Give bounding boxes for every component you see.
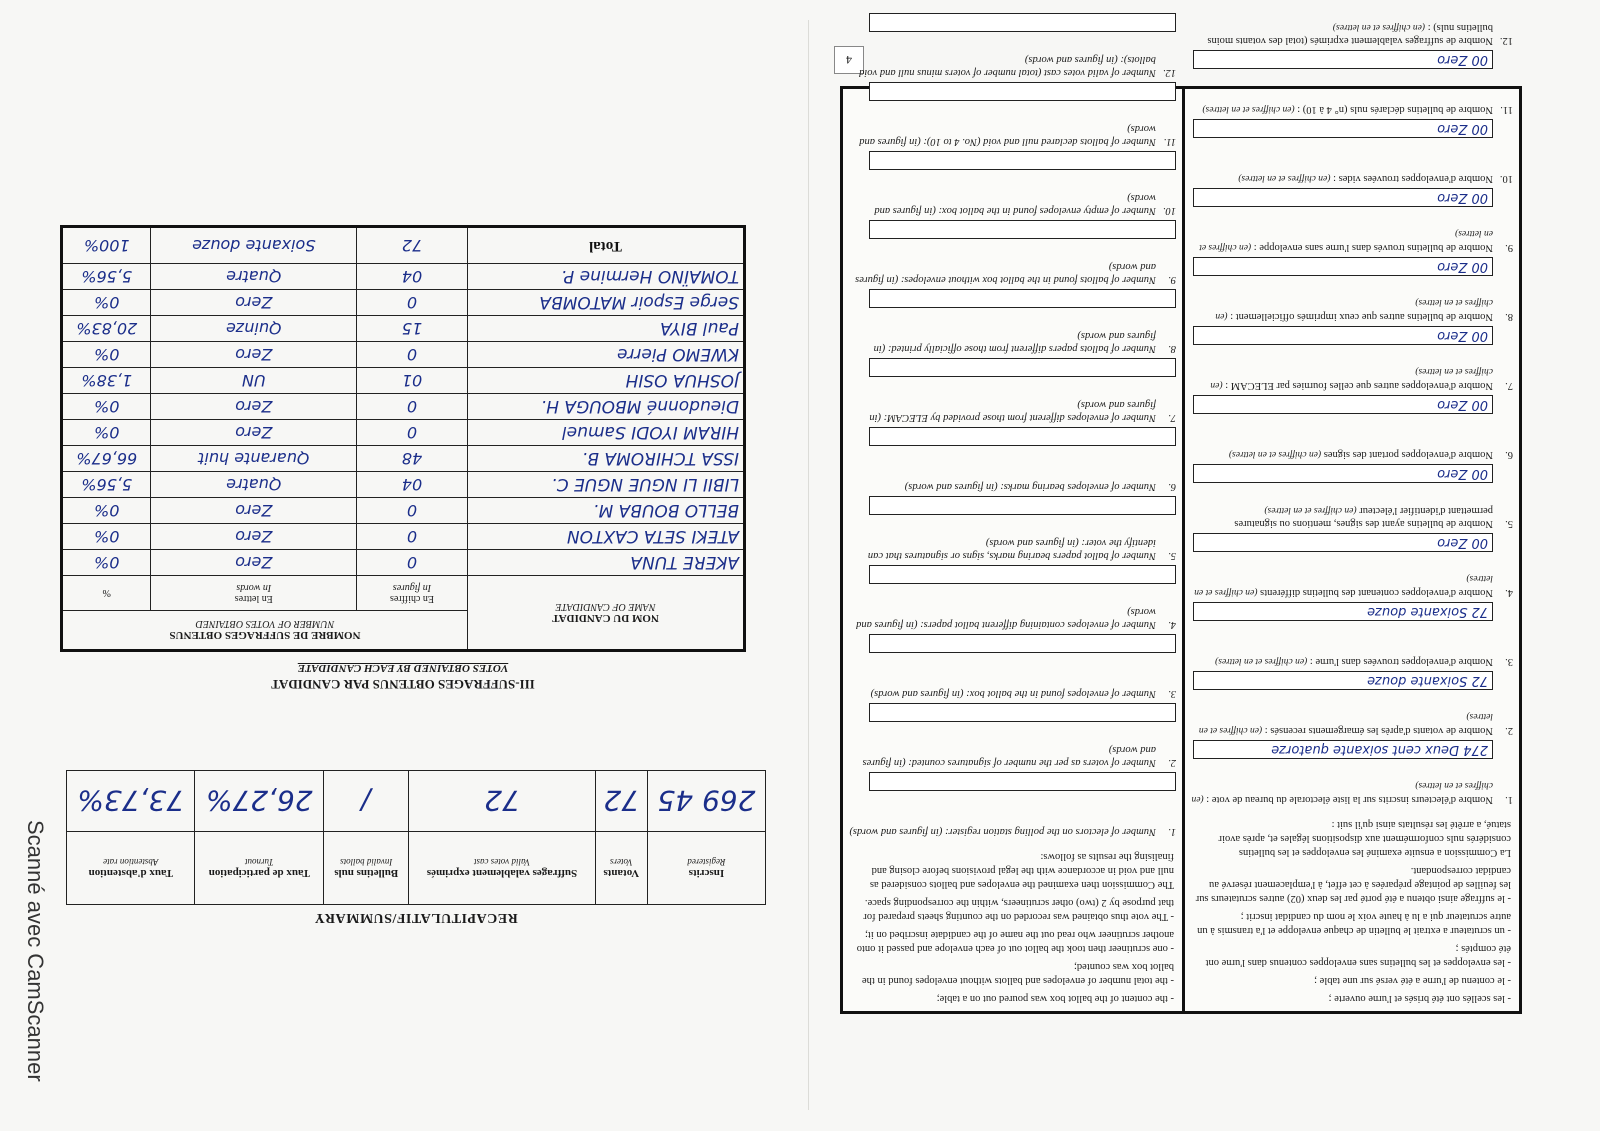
question-label: Nombre de bulletins autres que ceux imprimés officiellement : <box>1230 311 1493 322</box>
question-number: 12. <box>1162 67 1176 78</box>
summary-header-row <box>67 832 766 905</box>
summary-value-row <box>67 771 766 832</box>
question-label: Nombre d'enveloppes trouvées dans l'urne : <box>1309 656 1493 667</box>
question-number: 7. <box>1505 380 1513 391</box>
candidate-name: KWEMO Pierre <box>467 342 744 368</box>
fr-question <box>1185 762 1519 809</box>
question-number: 1. <box>1505 794 1513 805</box>
vote-percent: 5,56% <box>62 472 152 498</box>
candidate-name: ISSA TCHIROMA B. <box>467 446 744 472</box>
votes-in-figures: 04 <box>357 472 468 498</box>
votes-in-figures: 48 <box>357 446 468 472</box>
question-label: Number of envelopes found in the ballot box: <box>966 688 1156 699</box>
question-text <box>1191 503 1493 530</box>
votes-in-words: Zero <box>151 394 357 420</box>
en-question <box>843 173 1182 220</box>
votes-in-words: Zero <box>151 550 357 576</box>
question-number: 10. <box>1499 173 1513 184</box>
question-number: 11. <box>1500 104 1513 115</box>
french-column <box>1182 22 1519 1011</box>
fr-intro-paragraph: La Commission a ensuite examiné les enveloppes et les bulletins considérés nuls conformément aux dispositions légales et, après avoir statué, a arrêté les résultats ainsi qu'il suit : <box>1218 819 1511 858</box>
question-label: Nombre de votants d'après les émargements recensés : <box>1264 725 1493 736</box>
candidate-name: LIBII LI NGUE NGUE C. <box>467 472 744 498</box>
answer-box-empty <box>869 220 1176 239</box>
en-intro-paragraph: - the total number of envelopes and ballots without envelopes found in the ballot box was counted; <box>861 961 1174 986</box>
summary-title: RECAPITULATIF/SUMMARY <box>314 910 518 925</box>
votes-in-words: Quinze <box>151 316 357 342</box>
question-hint: (in figures and words) <box>869 399 1156 423</box>
votes-in-words: Quatre <box>151 264 357 290</box>
question-label: Nombre de suffrages valablement exprimés (total des votants moins bulletins nuls) : <box>1207 22 1493 46</box>
question-label: Number of envelopes bearing marks: <box>1000 481 1156 492</box>
candidate-row <box>62 316 745 342</box>
votes-in-words: Zero <box>151 498 357 524</box>
question-text <box>849 743 1156 769</box>
fr-question <box>1185 3 1519 50</box>
question-number: 8. <box>1168 343 1176 354</box>
question-text <box>1191 226 1493 254</box>
candidate-name: HIRAM IYODI Samuel <box>467 420 744 446</box>
question-label: Nombre d'enveloppes portant des signes <box>1323 449 1493 460</box>
question-text <box>849 191 1156 217</box>
candidate-name: Serge Espoir MATOMBA <box>467 290 744 316</box>
votes-in-words: UN <box>151 368 357 394</box>
question-hint: (en chiffres et en lettres) <box>1238 173 1331 183</box>
question-number: 6. <box>1505 449 1513 460</box>
question-hint: (en chiffres et en lettres) <box>1210 366 1493 390</box>
question-label: Nombre d'enveloppes autres que celles fournies par ELECAM : <box>1225 380 1493 391</box>
fr-intro-paragraph: - le suffrage ainsi obtenu a été porté par les deux (02) autres scrutateurs sur les feuilles de pointage préparées à cet effet, à l'emplacement réservé au candidat correspondant. <box>1195 865 1511 904</box>
question-hint: (in figures and words) <box>874 192 1156 216</box>
question-hint: (in figures and words) <box>849 826 943 837</box>
header-percent: % <box>62 576 152 611</box>
candidate-row <box>62 498 745 524</box>
votes-in-figures: 0 <box>357 550 468 576</box>
fr-question <box>1185 348 1519 395</box>
vote-percent: 0% <box>62 498 152 524</box>
answer-box: 00 Zero <box>1193 326 1493 345</box>
fr-intro-paragraph: - le contenu de l'urne a été versé sur une table ; <box>1314 975 1511 986</box>
votes-in-words: Quarante huit <box>151 446 357 472</box>
french-items <box>1185 0 1519 809</box>
answer-box: 00 Zero <box>1193 188 1493 207</box>
question-number: 5. <box>1168 550 1176 561</box>
votes-in-figures: 01 <box>357 368 468 394</box>
question-text <box>849 825 1156 838</box>
candidate-name: Dieudonné MBOUGA H. <box>467 394 744 420</box>
question-number: 10. <box>1162 205 1176 216</box>
question-text <box>849 53 1156 79</box>
question-label: Nombre d'enveloppes contenant des bulletins différents <box>1260 587 1493 598</box>
vote-percent: 0% <box>62 524 152 550</box>
vote-percent: 0% <box>62 420 152 446</box>
vote-percent: 20,83% <box>62 316 152 342</box>
en-question <box>843 35 1182 82</box>
question-hint: (en chiffres et en lettres) <box>1194 573 1493 597</box>
en-question <box>843 449 1182 496</box>
question-number: 11. <box>1163 136 1176 147</box>
question-label: Nombre d'électeurs inscrits sur la liste électorale du bureau de vote : <box>1206 794 1493 805</box>
candidate-row <box>62 420 745 446</box>
answer-box: 274 Deux cent soixante quatorze <box>1193 740 1493 759</box>
answer-box-empty <box>869 13 1176 32</box>
en-question <box>843 656 1182 703</box>
votes-in-words: Zero <box>151 342 357 368</box>
question-hint: (en chiffres et en lettres) <box>1215 656 1308 666</box>
question-hint: (in figures and words) <box>985 537 1079 548</box>
candidate-name: TOMAÏNO Hermine P. <box>467 264 744 290</box>
answer-box-empty <box>869 772 1176 791</box>
summary-invalid-value: / <box>324 771 409 832</box>
votes-in-figures: 0 <box>357 420 468 446</box>
question-hint: (in figures and words) <box>1024 54 1118 65</box>
question-label: Nombre de bulletins trouvés dans l'urne sans enveloppe : <box>1253 242 1493 253</box>
fr-intro-paragraph: - les enveloppes et les bulletins sans enveloppes contenus dans l'urne ont été comptés ; <box>1205 943 1511 968</box>
page-number: 4 <box>846 53 852 67</box>
votes-in-figures: 0 <box>357 524 468 550</box>
candidate-row <box>62 472 745 498</box>
question-text <box>1191 778 1493 806</box>
question-hint: (en chiffres et en lettres) <box>1191 780 1493 804</box>
votes-in-figures: 0 <box>357 498 468 524</box>
candidate-name: Paul BIYA <box>467 316 744 342</box>
question-number: 3. <box>1168 688 1176 699</box>
summary-header-voters: Votants Voters <box>595 832 647 905</box>
question-label: Number of voters as per the number of signatures counted: <box>908 757 1156 768</box>
votes-in-figures: 15 <box>357 316 468 342</box>
question-number: 9. <box>1168 274 1176 285</box>
camscanner-watermark: Scanné avec CamScanner <box>23 820 48 1082</box>
summary-block <box>66 755 766 925</box>
votes-in-figures: 04 <box>357 264 468 290</box>
answer-box: 72 Soixante douze <box>1193 671 1493 690</box>
votes-in-figures: 0 <box>357 342 468 368</box>
question-text <box>1191 447 1493 461</box>
question-label: Number of envelopes containing different ballot papers: <box>920 619 1156 630</box>
candidate-rows <box>62 264 745 576</box>
answer-box-empty <box>869 496 1176 515</box>
en-question <box>843 794 1182 841</box>
vote-percent: 0% <box>62 550 152 576</box>
question-hint: (in figures and words) <box>904 481 998 492</box>
en-question <box>843 725 1182 772</box>
answer-box: 00 Zero <box>1193 395 1493 414</box>
total-figures: 72 <box>357 227 468 264</box>
fr-question <box>1185 624 1519 671</box>
question-number: 12. <box>1499 35 1513 46</box>
summary-header-invalid: Bulletins nuls Invalid ballots <box>324 832 409 905</box>
summary-turnout-value: 26,27% <box>195 771 324 832</box>
question-text <box>1191 20 1493 47</box>
question-label: Nombre de bulletins ayant des signes, mentions ou signatures permettant d'identifier l'électeur <box>1234 505 1493 529</box>
question-number: 2. <box>1168 757 1176 768</box>
question-label: Number of valid votes cast (total number of voters minus null and void ballots): <box>859 54 1156 78</box>
fr-question <box>1185 141 1519 188</box>
fr-question <box>1185 210 1519 257</box>
vote-percent: 5,56% <box>62 264 152 290</box>
candidate-row <box>62 394 745 420</box>
question-text <box>1191 364 1493 392</box>
question-label: Number of ballots declared null and void (No. 4 to 10): <box>923 136 1156 147</box>
en-question <box>843 587 1182 634</box>
en-intro-paragraph: - The vote thus obtained was recorded on the counting sheets prepared for that purpose by 2 (two) other scrutineers, within the corresponding space. <box>863 897 1174 922</box>
question-label: Nombre de bulletins déclarés nuls (n° 4 à 10) : <box>1297 104 1493 115</box>
candidate-name: ATEKI SETA CAXTON <box>467 524 744 550</box>
candidate-row <box>62 368 745 394</box>
results-table <box>60 225 746 652</box>
candidate-row <box>62 524 745 550</box>
summary-valid-value: 72 <box>409 771 595 832</box>
question-hint: (in figures and words) <box>859 123 1156 147</box>
answer-box-empty <box>869 358 1176 377</box>
question-text <box>1191 654 1493 668</box>
question-text <box>1191 709 1493 737</box>
question-text <box>849 122 1156 148</box>
summary-header-registered: Inscrits Registered <box>647 832 765 905</box>
votes-in-figures: 0 <box>357 394 468 420</box>
answer-box-empty <box>869 634 1176 653</box>
vote-percent: 0% <box>62 342 152 368</box>
question-hint: (en chiffres et en lettres) <box>1228 449 1322 459</box>
question-label: Number of empty envelopes found in the ballot box: <box>938 205 1156 216</box>
en-question <box>843 104 1182 151</box>
votes-in-words: Zero <box>151 290 357 316</box>
answer-box: 00 Zero <box>1193 464 1493 483</box>
candidate-row <box>62 550 745 576</box>
question-text <box>1191 102 1493 116</box>
candidate-name: BELLO BOUBA M. <box>467 498 744 524</box>
question-label: Number of ballots papers different from those officially printed: <box>887 343 1156 354</box>
summary-header-abstention: Taux d'abstention Abstention rate <box>67 832 195 905</box>
question-hint: (en chiffres et en lettres) <box>1264 505 1357 515</box>
question-number: 2. <box>1505 725 1513 736</box>
question-hint: (en chiffres et en lettres) <box>1332 22 1426 32</box>
question-number: 5. <box>1505 518 1513 529</box>
question-text <box>849 329 1156 355</box>
summary-voters-value: 72 <box>595 771 647 832</box>
candidate-row <box>62 342 745 368</box>
header-figures: En chiffres In figures <box>357 576 468 611</box>
answer-box-empty <box>869 703 1176 722</box>
answer-box: 00 Zero <box>1193 50 1493 69</box>
vote-percent: 0% <box>62 290 152 316</box>
question-hint: (en chiffres et en lettres) <box>1202 104 1295 114</box>
results-block <box>60 182 746 692</box>
form-page <box>840 22 1522 1014</box>
summary-header-turnout: Taux de participation Turnout <box>195 832 324 905</box>
question-text <box>849 687 1156 700</box>
fr-question <box>1185 486 1519 533</box>
summary-header-valid: Suffrages valablement exprimés Valid votes cast <box>409 832 595 905</box>
answer-box-empty <box>869 565 1176 584</box>
english-intro <box>843 841 1182 1011</box>
question-text <box>849 480 1156 493</box>
french-intro <box>1185 809 1519 1011</box>
question-text <box>849 398 1156 424</box>
question-text <box>1191 295 1493 323</box>
en-question <box>843 518 1182 565</box>
vote-percent: 66,67% <box>62 446 152 472</box>
fr-question <box>1185 279 1519 326</box>
summary-registered-value: 269 45 <box>647 771 765 832</box>
question-hint: (in figures and words) <box>855 261 1156 285</box>
answer-box: 00 Zero <box>1193 119 1493 138</box>
total-row <box>62 227 745 264</box>
en-intro-paragraph: The Commission then examined the envelopes and ballots considered as null and void in accordance with the legal provisions before closing and finalising the results as follows: <box>869 851 1174 890</box>
en-question <box>843 380 1182 427</box>
en-question <box>843 311 1182 358</box>
votes-in-words: Quatre <box>151 472 357 498</box>
total-label: Total <box>467 227 744 264</box>
summary-table <box>66 770 766 905</box>
votes-in-figures: 0 <box>357 290 468 316</box>
answer-box: 00 Zero <box>1193 533 1493 552</box>
question-number: 4. <box>1168 619 1176 630</box>
question-number: 9. <box>1505 242 1513 253</box>
en-question <box>843 242 1182 289</box>
results-subtitle: VOTES OBTAINED BY EACH CANDIDATE <box>297 662 509 674</box>
total-words: Soixante douze <box>151 227 357 264</box>
question-hint: (en chiffres et en lettres) <box>1198 711 1493 735</box>
question-text <box>1191 571 1493 599</box>
question-text <box>849 260 1156 286</box>
votes-in-words: Zero <box>151 524 357 550</box>
question-number: 7. <box>1168 412 1176 423</box>
vote-percent: 1,38% <box>62 368 152 394</box>
en-intro-paragraph: - the content of the ballot box was poured out on a table; <box>936 993 1174 1004</box>
fr-question <box>1185 693 1519 740</box>
question-text <box>849 605 1156 631</box>
question-hint: (in figures and words) <box>856 606 1156 630</box>
candidate-row <box>62 290 745 316</box>
answer-box-empty <box>869 82 1176 101</box>
en-intro-paragraph: - one scrutineer then took the ballot out of each envelope and passed it onto another scrutineer who read out the name of the candidate inscribed on it; <box>856 929 1174 954</box>
question-text <box>1191 171 1493 185</box>
question-hint: (in figures and words) <box>862 744 1156 768</box>
fr-question <box>1185 555 1519 602</box>
header-votes-obtained: NOMBRE DE SUFFRAGES OBTENUS NUMBER OF VOTES OBTAINED <box>62 611 468 651</box>
english-items <box>843 13 1182 841</box>
header-candidate-name: NOM DU CANDIDAT NAME OF CANDIDATE <box>467 576 744 651</box>
question-number: 8. <box>1505 311 1513 322</box>
answer-box-empty <box>869 289 1176 308</box>
question-hint: (en chiffres et en lettres) <box>1215 297 1493 321</box>
question-number: 3. <box>1505 656 1513 667</box>
question-label: Number of envelopes different from those provided by ELECAM: <box>883 412 1156 423</box>
question-hint: (in figures and words) <box>873 330 1156 354</box>
answer-box-empty <box>869 151 1176 170</box>
answer-box-empty <box>869 427 1176 446</box>
question-number: 6. <box>1168 481 1176 492</box>
question-label: Number of ballot papers bearing marks, signs or signatures that can identify the voter: <box>867 537 1156 561</box>
page-fold-line <box>808 20 809 1110</box>
fr-intro-paragraph: - les scellés ont été brisés et l'urne ouverte ; <box>1328 993 1511 1004</box>
question-number: 4. <box>1505 587 1513 598</box>
question-hint: (en chiffres et en lettres) <box>1199 228 1493 252</box>
english-column <box>843 54 1182 1011</box>
fr-question <box>1185 72 1519 119</box>
votes-in-words: Zero <box>151 420 357 446</box>
total-percent: 100% <box>62 227 152 264</box>
fr-question <box>1185 417 1519 464</box>
candidate-row <box>62 446 745 472</box>
results-header-row <box>62 611 745 651</box>
candidate-name: JOSHUA OSIH <box>467 368 744 394</box>
question-text <box>849 536 1156 562</box>
header-words: En lettres In words <box>151 576 357 611</box>
summary-abstention-value: 73,73% <box>67 771 195 832</box>
question-label: Number of ballots found in the ballot box without envelopes: <box>900 274 1156 285</box>
vote-percent: 0% <box>62 394 152 420</box>
question-label: Nombre d'enveloppes trouvées vides : <box>1333 173 1493 184</box>
answer-box: 72 Soixante douze <box>1193 602 1493 621</box>
answer-box: 00 Zero <box>1193 257 1493 276</box>
question-hint: (in figures and words) <box>870 688 964 699</box>
question-number: 1. <box>1168 826 1176 837</box>
results-title: III-SUFFRAGES OBTENUS PAR CANDIDAT <box>271 677 535 692</box>
candidate-row <box>62 264 745 290</box>
fr-intro-paragraph: - un scrutateur a extrait le bulletin de chaque enveloppe et l'a transmis à un autre scrutateur qui a lu à haute voix le nom du candidat inscrit ; <box>1197 911 1511 936</box>
question-label: Number of electors on the polling station register: <box>944 826 1156 837</box>
candidate-name: AKERE TUNA <box>467 550 744 576</box>
